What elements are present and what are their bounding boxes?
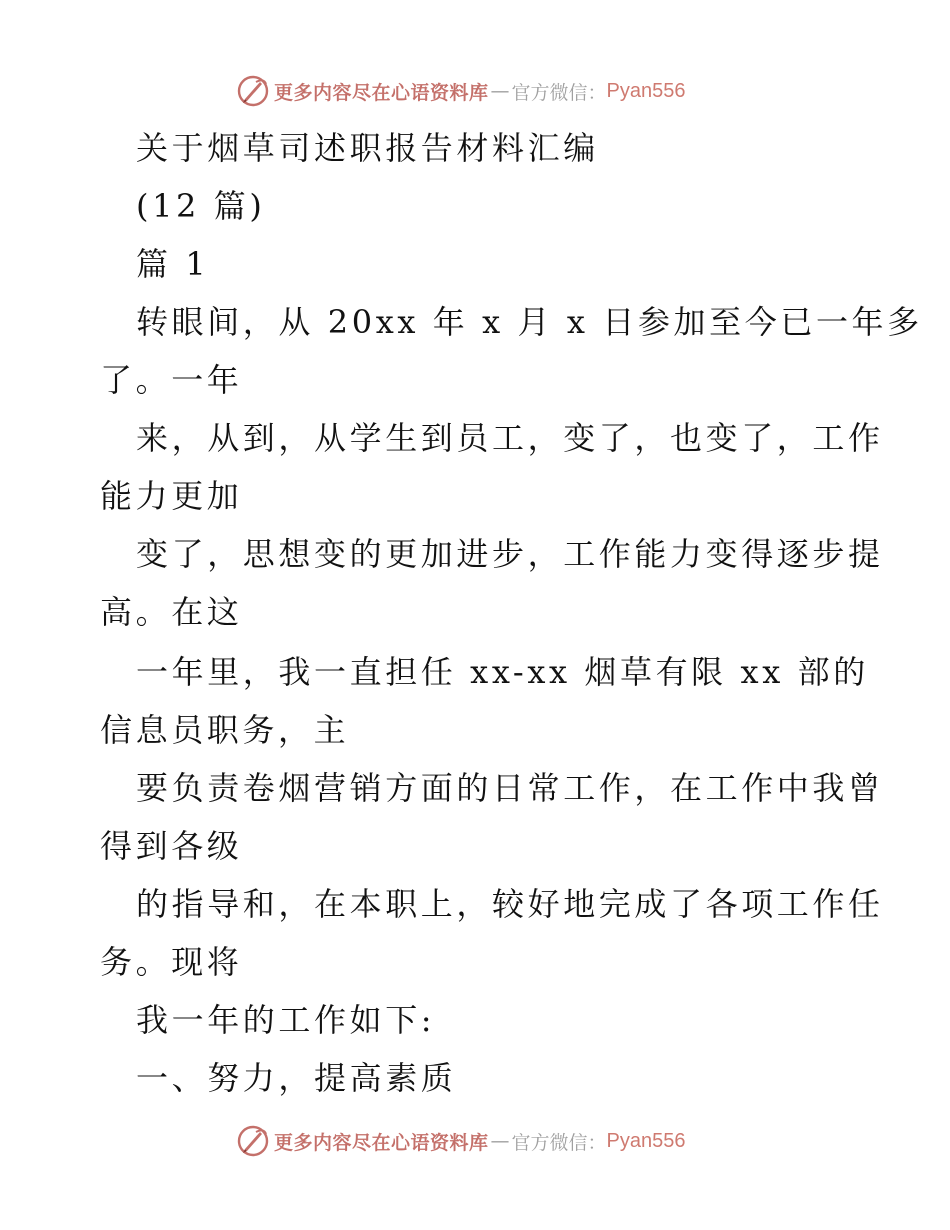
document-title: 关于烟草司述职报告材料汇编 <box>136 129 599 167</box>
watermark-wechat-label: 官方微信： <box>511 1131 607 1154</box>
quill-pen-logo-icon <box>236 74 270 108</box>
watermark-wechat-id: Pyan556 <box>606 79 686 102</box>
paragraph-line: 得到各级 <box>100 827 243 865</box>
paragraph-line: 务。现将 <box>100 943 243 981</box>
footer-watermark <box>236 1124 686 1158</box>
section-heading: 篇 1 <box>136 245 210 283</box>
paragraph-line: 转眼间，从 20xx 年 x 月 x 日参加至今已一年多 <box>136 303 923 341</box>
paragraph-line: 高。在这 <box>100 593 243 631</box>
paragraph-line: 变了，思想变的更加进步，工作能力变得逐步提 <box>136 535 884 573</box>
watermark-wechat-label: 官方微信： <box>511 81 607 104</box>
subsection-heading: 一、努力，提高素质 <box>136 1059 457 1097</box>
watermark-wechat-id: Pyan556 <box>606 1129 686 1152</box>
watermark-separator: — <box>490 80 510 102</box>
header-watermark <box>236 74 686 108</box>
document-subtitle: (12 篇) <box>136 187 266 225</box>
paragraph-line: 的指导和，在本职上，较好地完成了各项工作任 <box>136 885 884 923</box>
watermark-text: 更多内容尽在心语资料库 <box>274 81 489 104</box>
watermark-text: 更多内容尽在心语资料库 <box>274 1131 489 1154</box>
watermark-separator: — <box>490 1130 510 1152</box>
paragraph-line: 我一年的工作如下: <box>136 1001 436 1039</box>
paragraph-line: 能力更加 <box>100 477 243 515</box>
paragraph-line: 了。一年 <box>100 361 243 399</box>
quill-pen-logo-icon <box>236 1124 270 1158</box>
paragraph-line: 要负责卷烟营销方面的日常工作，在工作中我曾 <box>136 769 884 807</box>
paragraph-line: 来，从到，从学生到员工，变了，也变了，工作 <box>136 419 884 457</box>
paragraph-line: 一年里，我一直担任 xx-xx 烟草有限 xx 部的 <box>136 653 869 691</box>
paragraph-line: 信息员职务，主 <box>100 711 350 749</box>
